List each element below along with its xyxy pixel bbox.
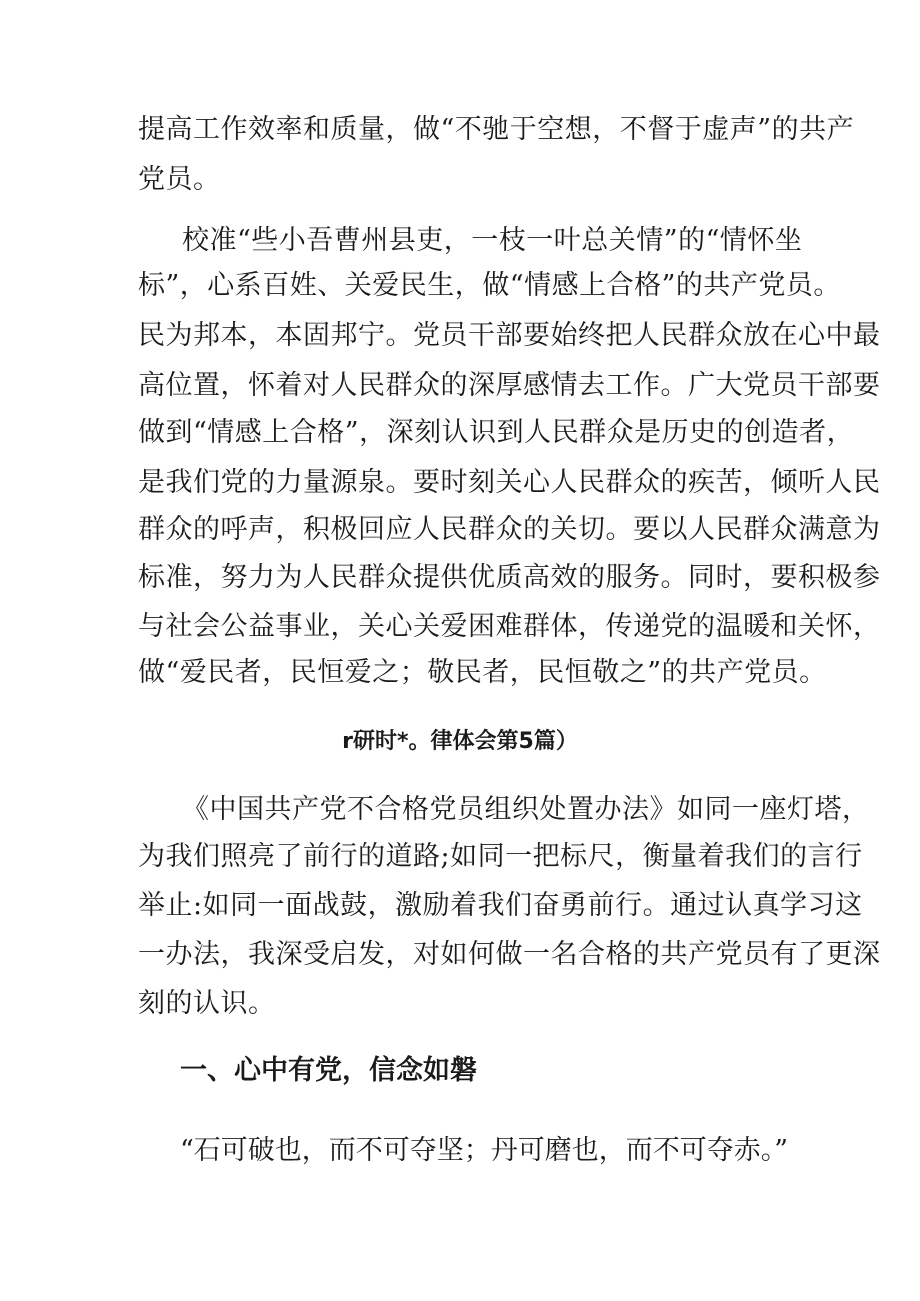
paragraph-3-line-2: 为我们照亮了前行的道路;如同一把标尺，衡量着我们的言行 [138, 841, 863, 872]
paragraph-3-line-1: 《中国共产党不合格党员组织处置办法》如同一座灯塔， [182, 794, 870, 825]
paragraph-3-line-4: 一办法，我深受启发，对如何做一名合格的共产党员有了更深 [138, 939, 881, 970]
paragraph-2-line-3: 民为邦本，本固邦宁。党员干部要始终把人民群众放在心中最 [138, 320, 881, 351]
section-heading-1: 一、心中有党，信念如磐 [180, 1055, 477, 1086]
paragraph-3-line-3: 举止:如同一面战鼓，激励着我们奋勇前行。通过认真学习这 [138, 890, 863, 921]
paragraph-2-line-4: 高位置，怀着对人民群众的深厚感情去工作。广大党员干部要 [138, 370, 881, 401]
paragraph-2-line-9: 与社会公益事业，关心关爱困难群体，传递党的温暖和关怀， [138, 611, 881, 642]
paragraph-2-line-5: 做到“情感上合格”，深刻认识到人民群众是历史的创造者， [138, 417, 855, 448]
paragraph-2-line-2: 标”，心系百姓、关爱民生，做“情感上合格”的共产党员。 [138, 270, 841, 301]
paragraph-2-line-6: 是我们党的力量源泉。要时刻关心人民群众的疾苦，倾听人民 [138, 467, 881, 498]
paragraph-2-line-1: 校准“些小吾曹州县吏，一枝一叶总关情”的“情怀坐 [182, 225, 803, 256]
paragraph-2-line-8: 标准，努力为人民群众提供优质高效的服务。同时，要积极参 [138, 562, 881, 593]
paragraph-2-line-7: 群众的呼声，积极回应人民群众的关切。要以人民群众满意为 [138, 514, 881, 545]
paragraph-1-line-1: 提高工作效率和质量，做“不驰于空想，不督于虚声”的共产 [138, 114, 855, 145]
section-subtitle: r研时*。律体会第5篇） [342, 729, 578, 754]
paragraph-3-line-5: 刻的认识。 [138, 988, 276, 1019]
paragraph-2-line-10: 做“爱民者，民恒爱之；敬民者，民恒敬之”的共产党员。 [138, 657, 827, 688]
quote-line: “石可破也，而不可夺坚；丹可磨也，而不可夺赤。” [180, 1135, 789, 1166]
paragraph-1-line-2: 党员。 [138, 164, 221, 195]
